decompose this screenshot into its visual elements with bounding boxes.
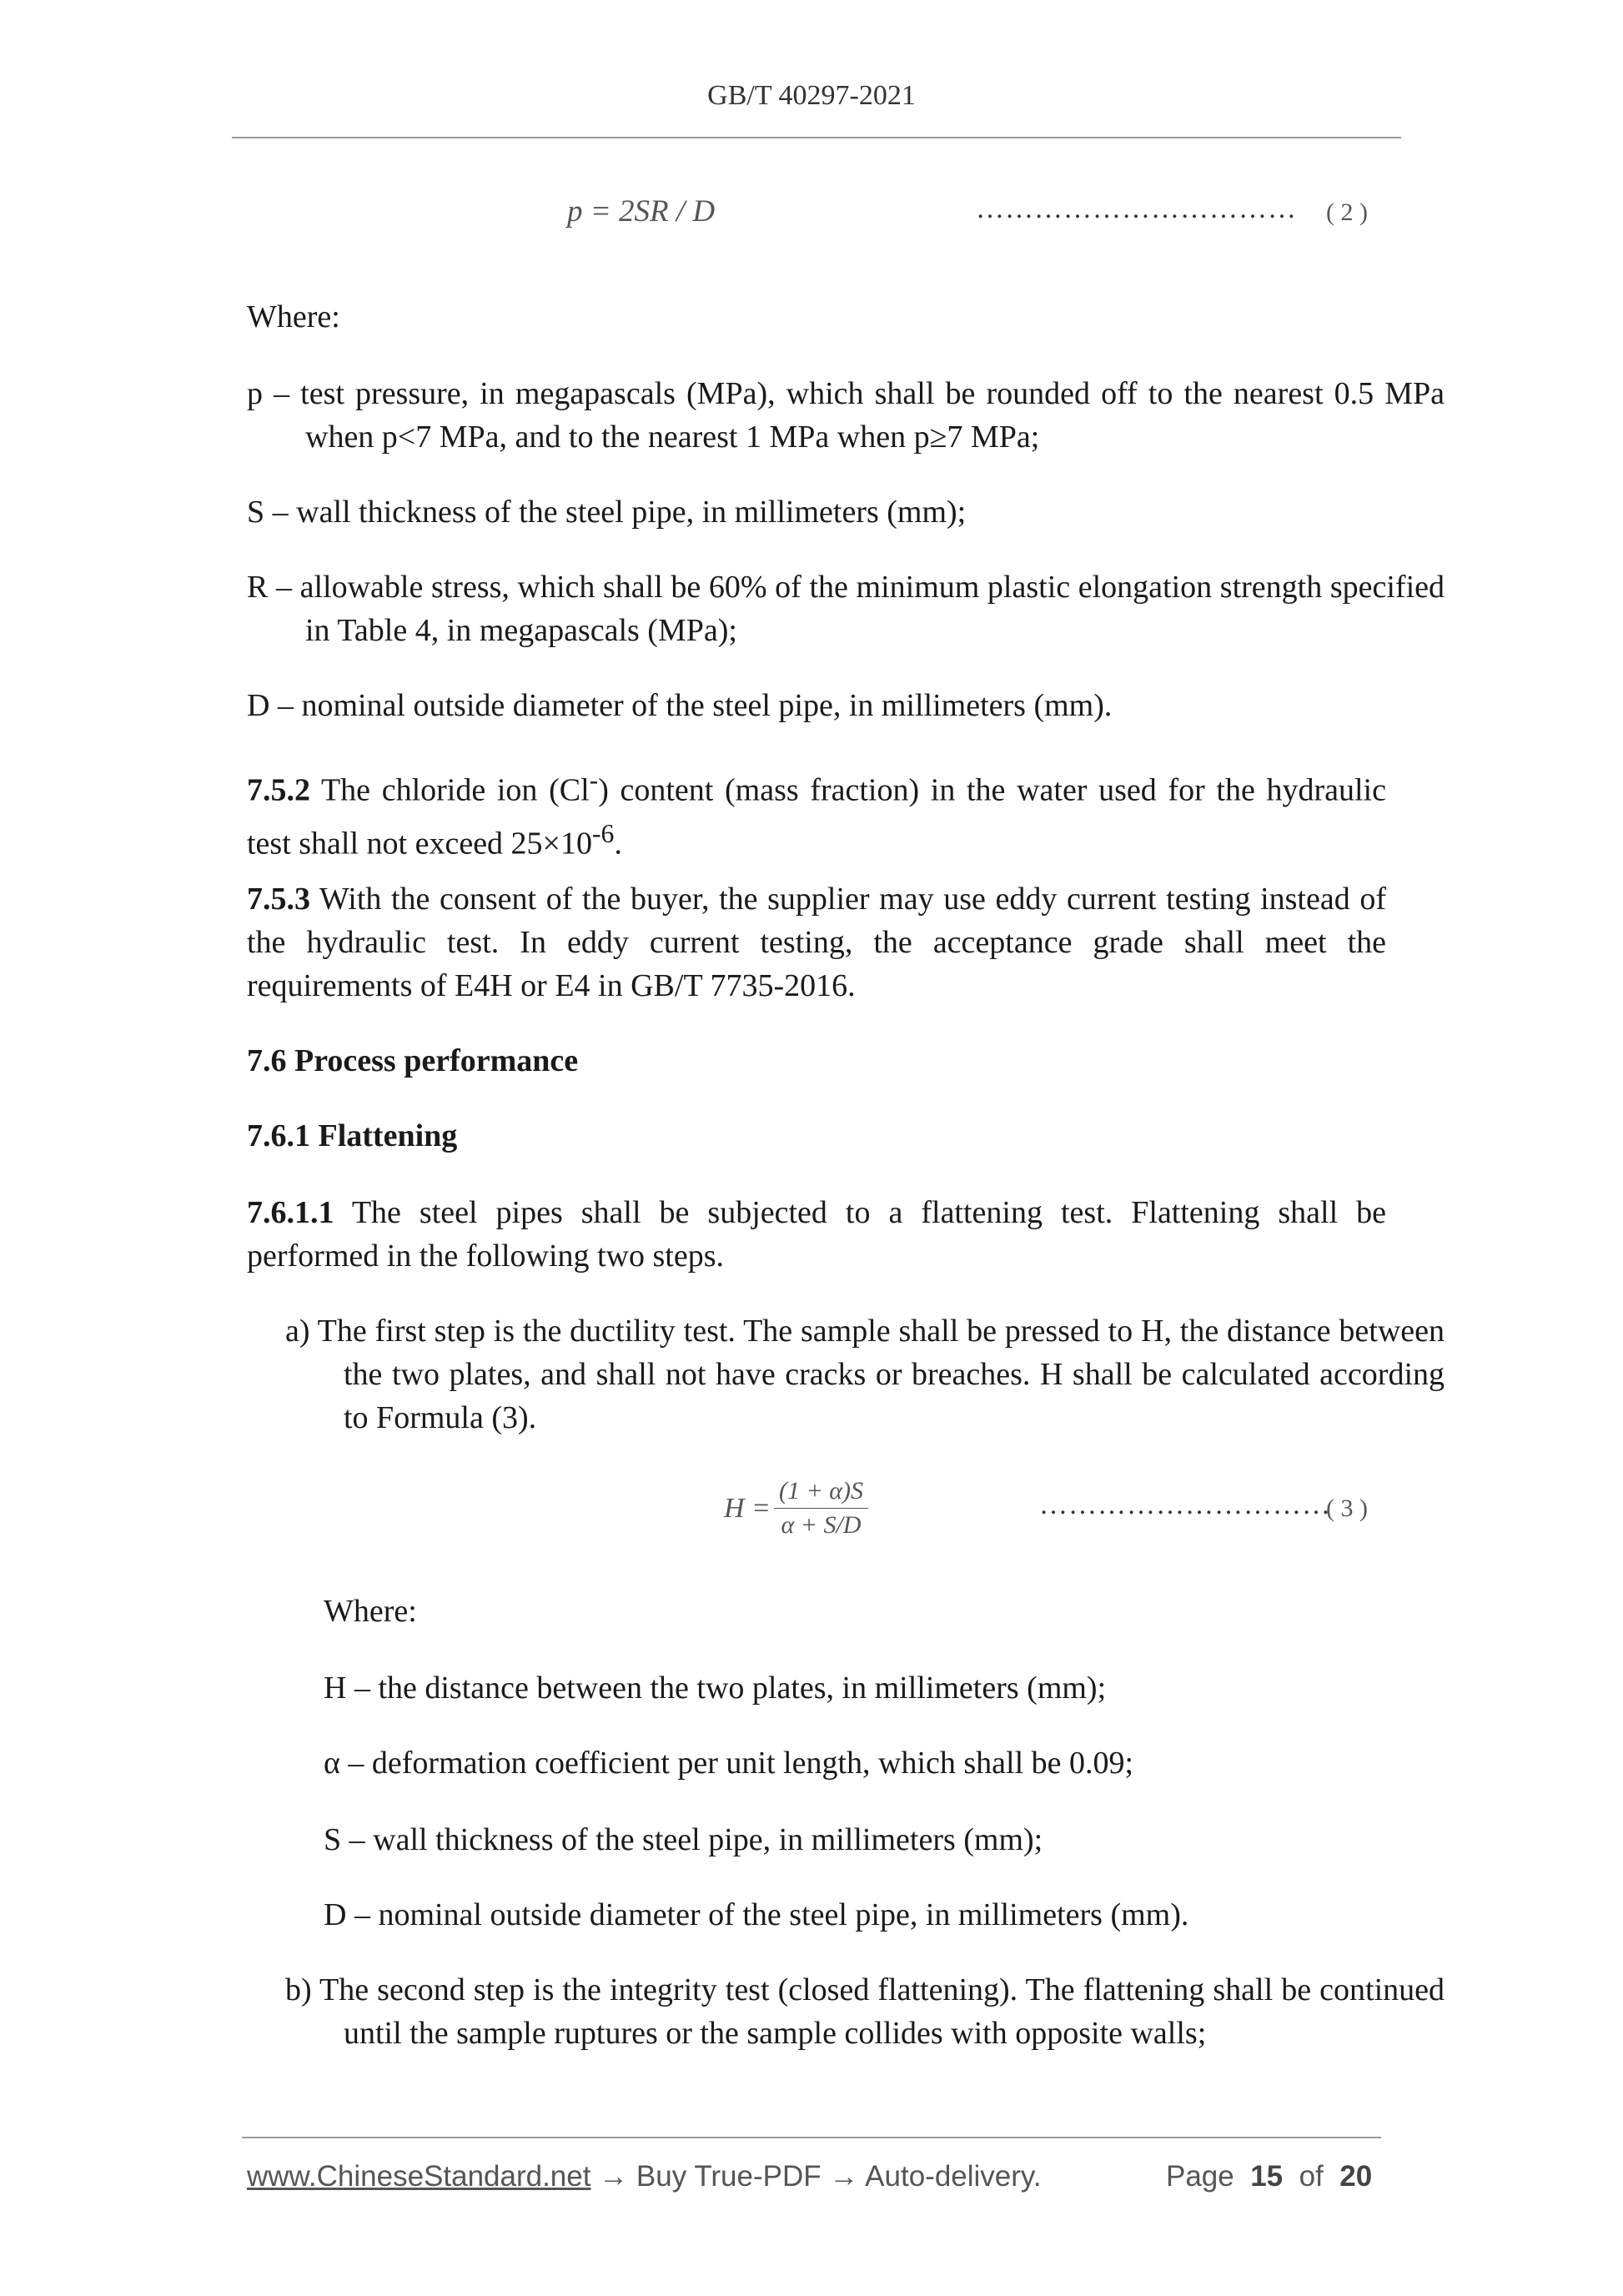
heading-7-6: 7.6 Process performance [247, 1043, 579, 1078]
formula-2-number: ( 2 ) [1326, 198, 1368, 226]
formula-3-number: ( 3 ) [1326, 1495, 1368, 1522]
definition-d-2: D – nominal outside diameter of the steel pipe, in millimeters (mm). [324, 1897, 1189, 1932]
clause-7-5-2: 7.5.2 The chloride ion (Cl-) content (mass fraction) in the water used for the hydraulic test shall not exceed $25\times 10^{-6}$. [247, 766, 1386, 862]
clause-7-5-2-number: 7.5.2 [247, 772, 310, 808]
footer-website-link[interactable]: www.ChineseStandard.net [247, 2160, 591, 2193]
clause-7-5-3: 7.5.3 With the consent of the buyer, the supplier may use eddy current testing instead of the hydraulic test. In eddy current testing, the acceptance grade shall meet the requirements of E4H or E4 in GB/T 7735-2016. [247, 882, 1386, 1003]
formula-3-lhs: H = [724, 1492, 771, 1524]
heading-7-6-1: 7.6.1 Flattening [247, 1118, 458, 1153]
definition-r: R – allowable stress, which shall be 60% of the minimum plastic elongation strength specified in Table 4, in megapascals (MPa); [247, 570, 1445, 648]
clause-7-5-3-number: 7.5.3 [247, 882, 310, 917]
where-label-2: Where: [324, 1594, 417, 1629]
list-item-a: a) The first step is the ductility test. The sample shall be pressed to H, the distance between the two plates, and shall not have cracks or breaches. H shall be calculated according to Formula (3). [285, 1314, 1445, 1435]
formula-3-leader: ………………………… [1039, 1490, 1331, 1520]
footer-rule [242, 2137, 1381, 2138]
definition-s-2: S – wall thickness of the steel pipe, in millimeters (mm); [324, 1822, 1043, 1857]
list-item-b: b) The second step is the integrity test (closed flattening). The flattening shall be continued until the sample ruptures or the sample collides with opposite walls; [285, 1972, 1445, 2051]
definition-s: S – wall thickness of the steel pipe, in millimeters (mm); [247, 495, 967, 530]
footer-promo [247, 2160, 1042, 2193]
formula-3 [724, 1475, 868, 1542]
definition-alpha: α – deformation coefficient per unit length, which shall be 0.09; [324, 1746, 1134, 1781]
formula-2: p = 2SR / D [567, 194, 716, 229]
header-rule [232, 137, 1401, 138]
formula-3-denominator: α + S/D [781, 1511, 862, 1539]
formula-3-fraction [774, 1475, 868, 1542]
current-page: 15 [1250, 2160, 1284, 2193]
formula-3-numerator: (1 + α)S [774, 1475, 868, 1509]
footer-page-number: Page 15 of 20 [1166, 2160, 1373, 2193]
where-label-1: Where: [247, 299, 340, 334]
total-pages: 20 [1339, 2160, 1373, 2193]
definition-d: D – nominal outside diameter of the steel pipe, in millimeters (mm). [247, 688, 1113, 723]
clause-7-6-1-1-number: 7.6.1.1 [247, 1195, 334, 1230]
definition-p: p – test pressure, in megapascals (MPa), which shall be rounded off to the nearest 0.5 MPa when p<7 MPa, and to the nearest 1 MPa when p≥7 MPa; [247, 376, 1445, 455]
footer-promo-text: → Buy True-PDF → Auto-delivery. [590, 2160, 1042, 2193]
clause-7-6-1-1: 7.6.1.1 The steel pipes shall be subjected to a flattening test. Flattening shall be performed in the following two steps. [247, 1195, 1386, 1274]
page-header: GB/T 40297-2021 [707, 80, 916, 111]
formula-2-leader: …………………………… [976, 193, 1297, 224]
definition-h: H – the distance between the two plates, in millimeters (mm); [324, 1671, 1107, 1706]
